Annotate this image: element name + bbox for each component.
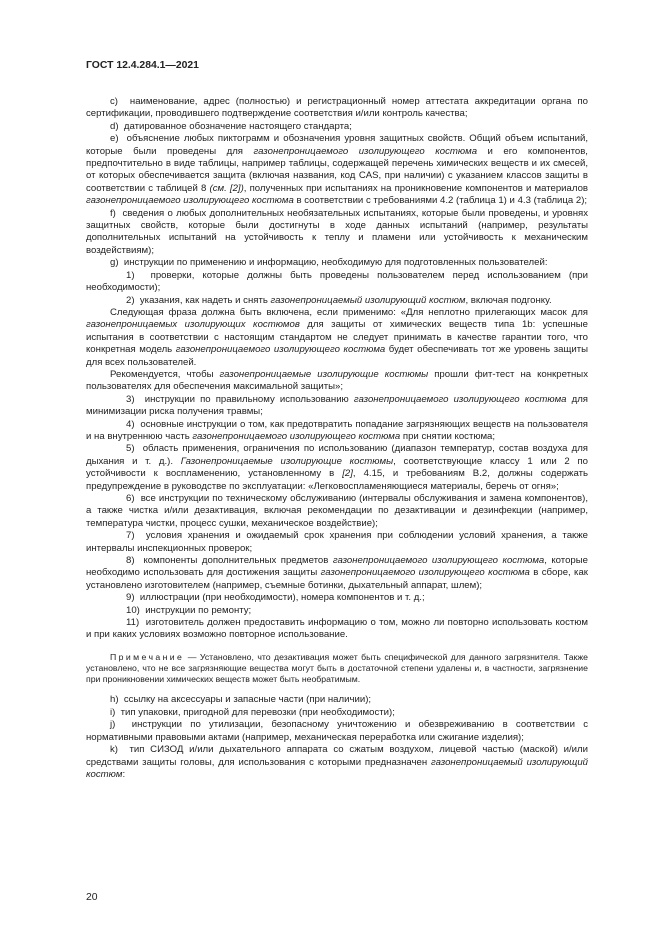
note-text: — Установлено, что дезактивация может быть специфической для данного загрязнителя. Также установлено, что не все загрязняющие вещества могут быть в достаточной степени удалены и, в частности, загрязнение при проникновении химических веществ может быть необратимым. xyxy=(86,651,588,685)
list-item: k) тип СИЗОД и/или дыхательного аппарата со сжатым воздухом, лицевой частью (маской) и/или средствами защиты головы, для использования с которыми предназначен газонепроницаемый изолирующий костюм: xyxy=(86,744,588,780)
list-item: Следующая фраза должна быть включена, если применимо: «Для неплотно прилегающих масок для газонепроницаемых изолирующих костюмов для защиты от химических веществ типа 1b: успешные испытания в соответствии с настоящим стандартом не следует принимать в качестве гарантии того, что конкретная модель газонепроницаемого изолирующего костюма будет обеспечивать тот же уровень защиты для всех пользователей. xyxy=(86,306,588,368)
list-item: 6) все инструкции по техническому обслуживанию (интервалы обслуживания и замена компонентов), а также чистка и/или дезактивация, включая рекомендации по дезактивации и дезинфекции (например, температура чистки, процесс сушки, механическое воздействие); xyxy=(86,493,588,529)
list-item: h) ссылку на аксессуары и запасные части (при наличии); xyxy=(110,694,372,706)
list-item: 3) инструкции по правильному использованию газонепроницаемого изолирующего костюма для минимизации риска получения травмы; xyxy=(86,393,589,418)
list-item: 1) проверки, которые должны быть проведены пользователем перед использованием (при необходимости); xyxy=(86,269,588,294)
list-item: 10) инструкции по ремонту; xyxy=(126,604,252,616)
list-item: 9) иллюстрации (при необходимости), номера компонентов и т. д.; xyxy=(126,592,425,604)
list-item: f) сведения о любых дополнительных необязательных испытаниях, которые были проведены, и уровнях защитных свойств, которые были достигнуты в ходе данных испытаний (например, результаты дополнительных испытаний на устойчивость к теплу и пламени или устойчивость к механическим воздействиям); xyxy=(86,207,588,256)
document-header: ГОСТ 12.4.284.1—2021 xyxy=(86,60,199,71)
note-label: Примечание xyxy=(110,651,185,662)
document-body xyxy=(86,96,588,781)
list-item: d) датированное обозначение настоящего стандарта; xyxy=(110,120,352,132)
list-item: i) тип упаковки, пригодной для перевозки (при необходимости); xyxy=(110,706,395,718)
list-item: 2) указания, как надеть и снять газонепроницаемый изолирующий костюм, включая подгонку. xyxy=(126,294,552,306)
list-item: 4) основные инструкции о том, как предотвратить попадание загрязняющих веществ на пользователя и на внутреннюю часть газонепроницаемого изолирующего костюма при снятии костюма; xyxy=(86,418,588,442)
page-number: 20 xyxy=(86,892,98,903)
note-paragraph xyxy=(86,652,588,686)
list-item: 5) область применения, ограничения по использованию (диапазон температур, состав воздуха для дыхания и т. д.). Газонепроницаемые изолирующие костюмы, соответствующие классу 1 или 2 по устойчивости к воспламенению, установленному в [2], 4.15, и требованиям В.2, должны содержать предупреждение в руководстве по эксплуатации: «Легковоспламеняющиеся материалы, беречь от огня»; xyxy=(86,443,589,492)
list-item: 8) компоненты дополнительных предметов газонепроницаемого изолирующего костюма, которые необходимо использовать для достижения защиты газонепроницаемого изолирующего костюма в сборе, как установлено изготовителем (например, съемные ботинки, дыхательный аппарат, шлем); xyxy=(86,555,589,591)
list-item: 7) условия хранения и ожидаемый срок хранения при соблюдении условий хранения, а также интервалы инспекционных проверок; xyxy=(86,530,588,554)
list-item: 11) изготовитель должен предоставить информацию о том, можно ли повторно использовать костюм и при каких условиях возможно повторное использование. xyxy=(86,617,588,641)
list-item: Рекомендуется, чтобы газонепроницаемые изолирующие костюмы прошли фит-тест на конкретных пользователях для обеспечения максимальной защиты»; xyxy=(86,368,588,393)
list-item: c) наименование, адрес (полностью) и регистрационный номер аттестата аккредитации органа по сертификации, проводившего подтверждение соответствия и/или контроль качества; xyxy=(86,96,588,120)
list-item: j) инструкции по утилизации, безопасному уничтожению и обезвреживанию в соответствии с нормативными правовыми актами (например, механическая переработка или сжигание изделия); xyxy=(86,719,588,743)
requirements-list xyxy=(86,96,588,642)
list-item: e) объяснение любых пиктограмм и обозначения уровня защитных свойств. Общий объем испытаний, которые были проведены для газонепроницаемого изолирующего костюма и его компонентов, предпочтительно в виде таблицы, например таблицы, содержащей перечень химических веществ и их смесей, от которых обеспечивается защита (включая названия, код CAS, при наличии) с указанием классов защиты в соответствии с таблицей 8 (см. [2]), полученных при испытаниях на проникновение компонентов и материалов газонепроницаемого изолирующего костюма в соответствии с требованиями 4.2 (таблица 1) и 4.3 (таблица 2); xyxy=(86,133,589,207)
requirements-list-continued xyxy=(86,694,588,781)
list-item: g) инструкции по применению и информацию, необходимую для подготовленных пользователей: xyxy=(110,257,548,269)
